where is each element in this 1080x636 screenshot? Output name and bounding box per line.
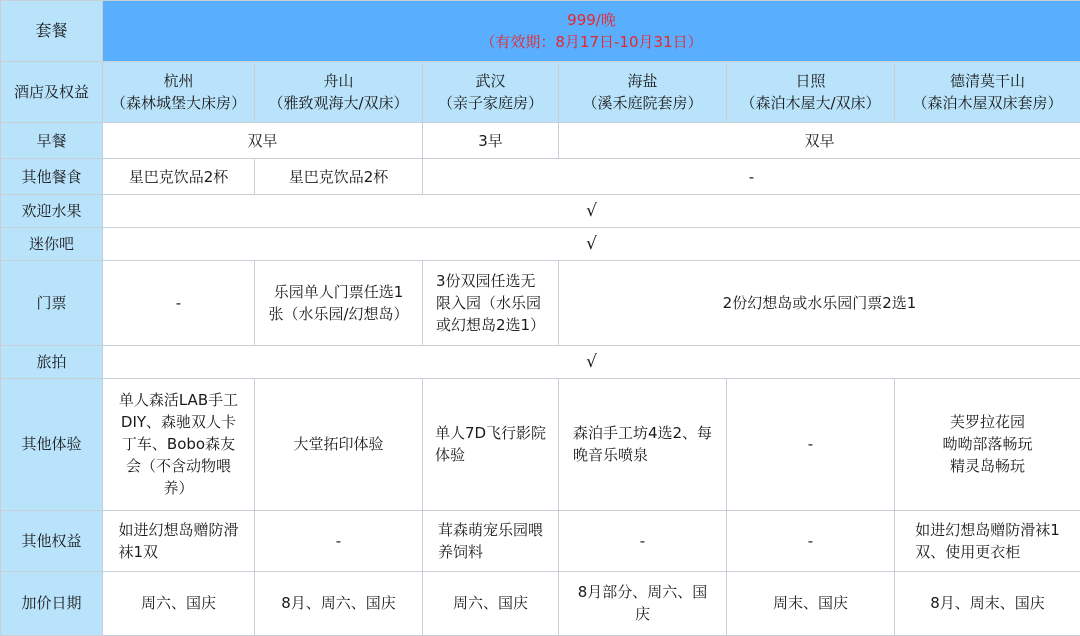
hotel-wuhan (423, 62, 559, 123)
experience-line: 晚音乐喷泉 (572, 446, 648, 465)
tickets-value (423, 261, 559, 345)
benefits-line: 双、使用更衣柜 (915, 542, 1021, 561)
hotel-room: （亲子家庭房） (437, 94, 543, 113)
hotel-haiyan (559, 62, 727, 123)
tickets-value: 2份幻想岛或水乐园门票2选1 (559, 261, 1080, 345)
experience-text (573, 422, 712, 466)
other-food-row (1, 159, 1080, 195)
hotel-room: （溪禾庭院套房） (582, 94, 703, 113)
breakfast-value: 3早 (423, 123, 559, 159)
experience-line: 体验 (434, 446, 465, 465)
hotel-hangzhou (103, 62, 255, 123)
experience-value (423, 378, 559, 510)
minibar-row (1, 228, 1080, 261)
hotel-rizhao (727, 62, 895, 123)
tickets-line: 3份双园任选无 (435, 271, 536, 290)
hotel-city: 舟山 (323, 72, 354, 91)
surcharge-row (1, 571, 1080, 635)
tickets-text (436, 270, 545, 336)
surcharge-text (578, 581, 708, 625)
benefits-row (1, 510, 1080, 571)
row-label-breakfast: 早餐 (1, 123, 103, 159)
experience-line: DIY、森驰双人卡 (120, 413, 237, 432)
benefits-line: 茸森萌宠乐园喂 (437, 520, 543, 539)
benefits-text (915, 519, 1060, 563)
hotel-room: （森泊木屋大/双床） (740, 94, 881, 113)
benefits-text (118, 519, 238, 563)
tickets-line: 或幻想岛2选1） (435, 315, 546, 334)
surcharge-line: 8月部分、周六、国 (577, 583, 708, 602)
experience-line: 单人7D飞行影院 (434, 424, 547, 443)
tickets-value: - (103, 261, 255, 345)
other-food-value: 星巴克饮品2杯 (103, 159, 255, 195)
benefits-line: 袜1双 (118, 542, 159, 561)
hotel-city: 德清莫干山 (949, 72, 1025, 91)
experience-text (435, 422, 546, 466)
surcharge-value: 8月、周末、国庆 (895, 571, 1080, 635)
hotel-room: （森泊木屋双床套房） (912, 94, 1063, 113)
package-price-cell (103, 1, 1080, 62)
experience-value: 大堂拓印体验 (255, 378, 423, 510)
hotel-zhoushan (255, 62, 423, 123)
row-label-photo: 旅拍 (1, 345, 103, 378)
experience-line: 丁车、Bobo森友 (121, 435, 236, 454)
experience-line: 芙罗拉花园 (949, 413, 1025, 432)
surcharge-value (559, 571, 727, 635)
package-validity: （有效期：8月17日-10月31日） (480, 33, 703, 52)
hotel-city: 海盐 (627, 72, 658, 91)
tickets-line: 张（水乐园/幻想岛） (268, 304, 409, 323)
hotel-room: （雅致观海大/双床） (268, 94, 409, 113)
row-label-other-food: 其他餐食 (1, 159, 103, 195)
benefits-line: 如进幻想岛赠防滑袜1 (915, 520, 1060, 539)
row-label-tickets: 门票 (1, 261, 103, 345)
experience-line: 精灵岛畅玩 (949, 457, 1025, 476)
row-label-experience: 其他体验 (1, 378, 103, 510)
package-header-row (1, 1, 1080, 62)
row-label-hotels: 酒店及权益 (1, 62, 103, 123)
experience-value: - (727, 378, 895, 510)
fruit-row (1, 195, 1080, 228)
benefits-value (103, 510, 255, 571)
breakfast-row (1, 123, 1080, 159)
surcharge-value: 周六、国庆 (423, 571, 559, 635)
package-price: 999/晚 (567, 11, 616, 30)
other-food-value: 星巴克饮品2杯 (255, 159, 423, 195)
experience-line: 呦呦部落畅玩 (942, 435, 1033, 454)
hotel-city: 武汉 (475, 72, 506, 91)
photo-row (1, 345, 1080, 378)
hotel-deqing (895, 62, 1080, 123)
benefits-value: - (559, 510, 727, 571)
hotel-room: （森林城堡大床房） (110, 94, 246, 113)
experience-value (103, 378, 255, 510)
photo-check: √ (103, 345, 1080, 378)
surcharge-value: 周末、国庆 (727, 571, 895, 635)
benefits-value: - (255, 510, 423, 571)
row-label-benefits: 其他权益 (1, 510, 103, 571)
surcharge-value: 周六、国庆 (103, 571, 255, 635)
benefits-line: 如进幻想岛赠防滑 (118, 520, 239, 539)
surcharge-value: 8月、周六、国庆 (255, 571, 423, 635)
experience-row (1, 378, 1080, 510)
row-label-surcharge: 加价日期 (1, 571, 103, 635)
tickets-line: 乐园单人门票任选1 (273, 282, 404, 301)
tickets-row (1, 261, 1080, 345)
row-label-minibar: 迷你吧 (1, 228, 103, 261)
experience-line: 森泊手工坊4选2、每 (572, 424, 713, 443)
breakfast-value: 双早 (103, 123, 423, 159)
surcharge-line: 庆 (634, 605, 650, 624)
tickets-value (255, 261, 423, 345)
experience-line: 养） (163, 479, 194, 498)
hotel-city: 日照 (795, 72, 826, 91)
hotel-row (1, 62, 1080, 123)
benefits-value (895, 510, 1080, 571)
benefits-value: - (727, 510, 895, 571)
minibar-check: √ (103, 228, 1080, 261)
package-label: 套餐 (1, 1, 103, 62)
experience-value (895, 378, 1080, 510)
tickets-line: 限入园（水乐园 (435, 293, 541, 312)
benefits-value (423, 510, 559, 571)
benefits-text (438, 519, 543, 563)
breakfast-value: 双早 (559, 123, 1080, 159)
row-label-fruit: 欢迎水果 (1, 195, 103, 228)
fruit-check: √ (103, 195, 1080, 228)
benefits-line: 养饲料 (437, 542, 483, 561)
experience-line: 会（不含动物喂 (125, 457, 231, 476)
experience-line: 单人森活LAB手工 (118, 391, 239, 410)
hotel-city: 杭州 (163, 72, 194, 91)
other-food-value: - (423, 159, 1080, 195)
experience-value (559, 378, 727, 510)
